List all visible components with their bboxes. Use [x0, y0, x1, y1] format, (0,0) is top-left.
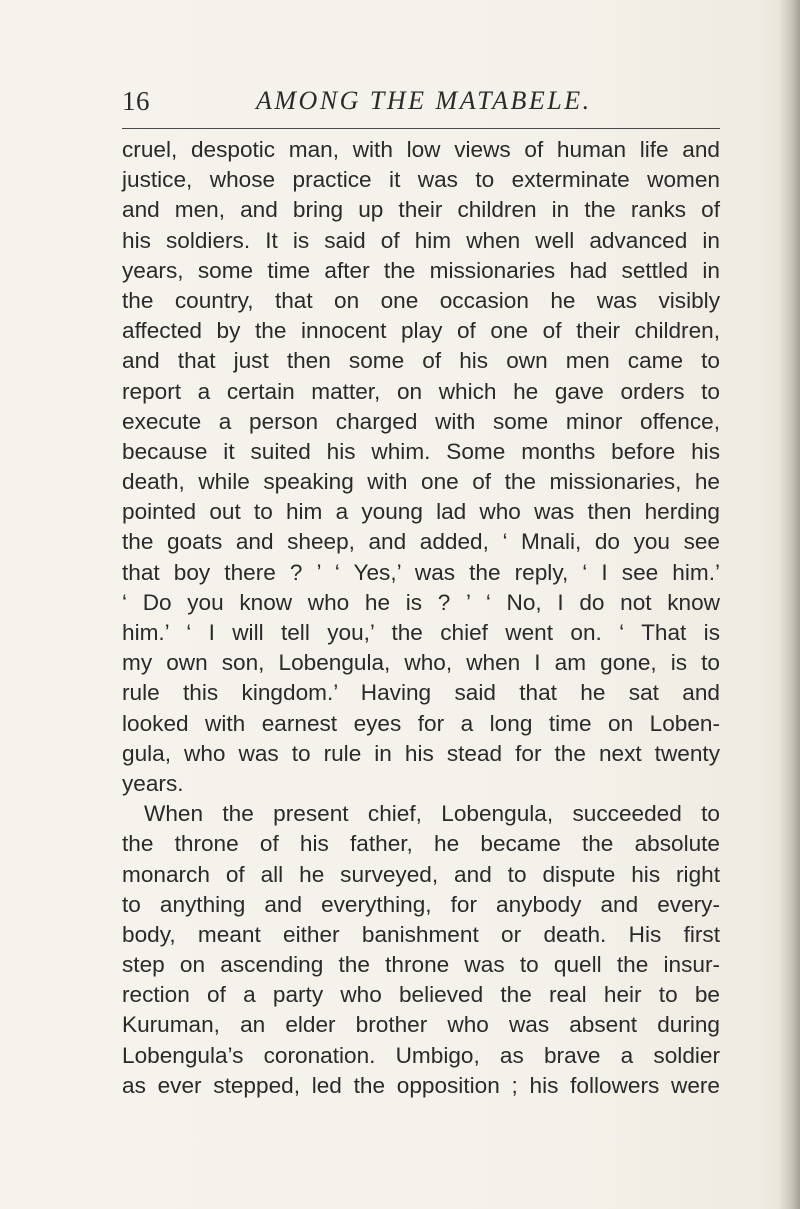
- text-line: body, meant either banishment or death. His first: [122, 921, 720, 947]
- page-header: [122, 86, 722, 122]
- header-rule: [122, 128, 720, 129]
- text-line: the country, that on one occasion he was visibly: [122, 287, 720, 313]
- text-line: as ever stepped, led the opposition ; his followers were: [122, 1072, 720, 1098]
- text-line: When the present chief, Lobengula, succeeded to: [144, 801, 720, 827]
- text-line: and men, and bring up their children in the ranks of: [122, 197, 720, 223]
- text-line: years.: [122, 770, 184, 796]
- text-line: step on ascending the throne was to quell the insur-: [122, 952, 720, 978]
- text-line: Kuruman, an elder brother who was absent during: [122, 1012, 720, 1038]
- text-line: that boy there ? ’ ‘ Yes,’ was the reply, ‘ I see him.’: [122, 559, 720, 585]
- text-line: because it suited his whim. Some months before his: [122, 438, 720, 464]
- text-line: execute a person charged with some minor offence,: [122, 408, 720, 434]
- page-number: 16: [122, 86, 150, 116]
- text-line: the throne of his father, he became the absolute: [122, 831, 720, 857]
- text-line: monarch of all he surveyed, and to dispute his right: [122, 861, 720, 887]
- text-line: and that just then some of his own men came to: [122, 348, 720, 374]
- running-head: AMONG THE MATABELE.: [256, 86, 592, 115]
- text-line: the goats and sheep, and added, ‘ Mnali, do you see: [122, 529, 720, 555]
- text-line: looked with earnest eyes for a long time on Loben-: [122, 710, 720, 736]
- text-line: report a certain matter, on which he gave orders to: [122, 378, 720, 404]
- text-line: cruel, despotic man, with low views of human life and: [122, 137, 720, 162]
- text-line: Lobengula’s coronation. Umbigo, as brave a soldier: [122, 1042, 720, 1068]
- text-line: years, some time after the missionaries had settled in: [122, 257, 720, 283]
- page-edge-shadow: [778, 0, 800, 1209]
- text-line: rule this kingdom.’ Having said that he sat and: [122, 680, 720, 706]
- text-line: his soldiers. It is said of him when well advanced in: [122, 227, 720, 253]
- text-line: my own son, Lobengula, who, when I am gone, is to: [122, 650, 720, 676]
- text-line: justice, whose practice it was to exterminate women: [122, 167, 720, 193]
- text-line: gula, who was to rule in his stead for the next twenty: [122, 740, 720, 766]
- body-text: [122, 135, 720, 1101]
- text-line: rection of a party who believed the real heir to be: [122, 982, 720, 1008]
- text-line: ‘ Do you know who he is ? ’ ‘ No, I do not know: [122, 589, 720, 615]
- text-line: affected by the innocent play of one of their children,: [122, 318, 720, 344]
- text-line: him.’ ‘ I will tell you,’ the chief went on. ‘ That is: [122, 620, 720, 645]
- text-line: to anything and everything, for anybody and every-: [122, 891, 720, 917]
- text-line: death, while speaking with one of the missionaries, he: [122, 469, 720, 495]
- text-line: pointed out to him a young lad who was then herding: [122, 499, 720, 525]
